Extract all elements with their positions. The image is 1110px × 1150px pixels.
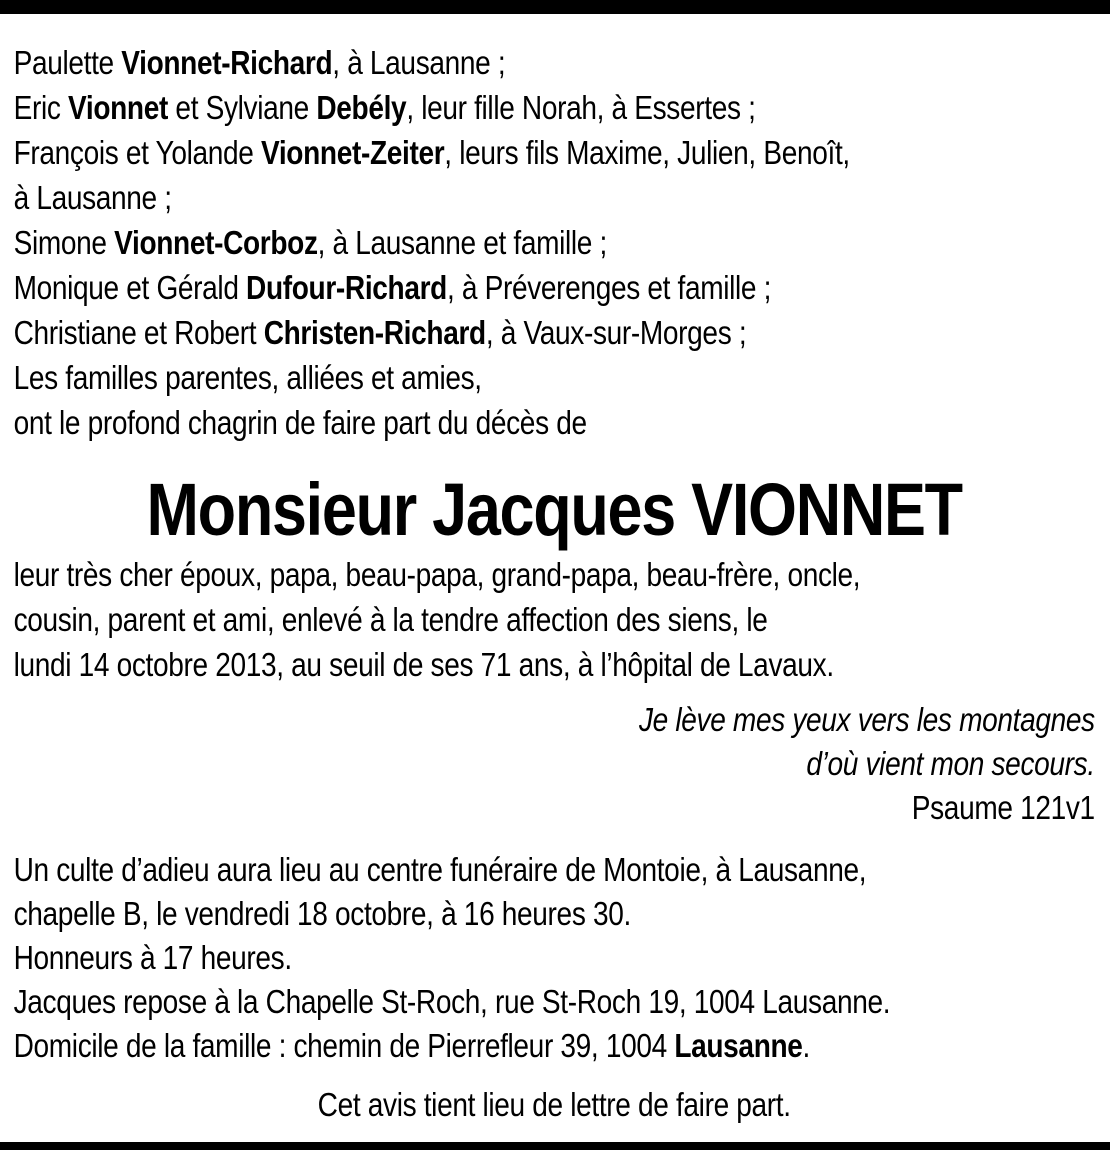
text-segment: Eric [13, 89, 69, 126]
eulogy-line-2: cousin, parent et ami, enlevé à la tendre affection des siens, le [13, 601, 768, 638]
family-name: Dufour-Richard [246, 269, 447, 306]
family-line-8: Les familles parentes, alliées et amies, [13, 359, 482, 396]
ceremony-line-3: Honneurs à 17 heures. [13, 939, 292, 976]
family-city: Lausanne [674, 1027, 803, 1064]
family-line-6 [14, 265, 1095, 310]
ceremony-line-1: Un culte d’adieu aura lieu au centre funéraire de Montoie, à Lausanne, [13, 851, 867, 888]
bottom-border-rule [0, 1142, 1110, 1150]
family-line-4: à Lausanne ; [13, 179, 172, 216]
family-line-5 [14, 220, 1095, 265]
text-segment: et Sylviane [167, 89, 317, 126]
ceremony-details [14, 848, 1095, 1068]
verse-reference: Psaume 121v1 [911, 789, 1095, 826]
family-line-9: ont le profond chagrin de faire part du décès de [13, 404, 587, 441]
deceased-name-title: Monsieur Jacques VIONNET [146, 468, 962, 551]
family-line-2 [14, 85, 1095, 130]
closing-statement: Cet avis tient lieu de lettre de faire part. [317, 1086, 791, 1123]
text-segment: Paulette [13, 44, 122, 81]
text-segment: . [802, 1027, 811, 1064]
family-name: Vionnet-Corboz [114, 224, 318, 261]
text-segment: Simone [13, 224, 115, 261]
death-notice [0, 14, 1110, 1127]
family-list [14, 40, 1095, 445]
text-segment: Domicile de la famille : chemin de Pierrefleur 39, 1004 [13, 1027, 675, 1064]
family-name: Vionnet-Richard [121, 44, 333, 81]
verse-line-1: Je lève mes yeux vers les montagnes [638, 701, 1095, 738]
top-border-rule [0, 0, 1110, 14]
text-segment: Christiane et Robert [13, 314, 264, 351]
ceremony-line-5 [14, 1024, 1095, 1068]
family-name: Christen-Richard [263, 314, 486, 351]
family-line-7 [14, 310, 1095, 355]
family-name: Vionnet [68, 89, 168, 126]
text-segment: Monique et Gérald [13, 269, 247, 306]
scripture-verse [14, 698, 1095, 830]
ceremony-line-4: Jacques repose à la Chapelle St-Roch, rue St-Roch 19, 1004 Lausanne. [13, 983, 891, 1020]
ceremony-line-2: chapelle B, le vendredi 18 octobre, à 16 heures 30. [13, 895, 631, 932]
family-name: Debély [316, 89, 407, 126]
text-segment: François et Yolande [13, 134, 261, 171]
eulogy-line-1: leur très cher époux, papa, beau-papa, grand-papa, beau-frère, oncle, [13, 556, 861, 593]
eulogy-paragraph [14, 552, 1095, 687]
family-name: Vionnet-Zeiter [260, 134, 445, 171]
text-segment: , à Vaux-sur-Morges ; [485, 314, 747, 351]
text-segment: , leur fille Norah, à Essertes ; [406, 89, 756, 126]
verse-line-2: d’où vient mon secours. [806, 745, 1095, 782]
family-line-1 [14, 40, 1095, 85]
text-segment: , à Lausanne et famille ; [317, 224, 607, 261]
family-line-3 [14, 130, 1095, 175]
eulogy-line-3: lundi 14 octobre 2013, au seuil de ses 71 ans, à l’hôpital de Lavaux. [13, 646, 834, 683]
text-segment: , à Préverenges et famille ; [446, 269, 772, 306]
text-segment: , à Lausanne ; [332, 44, 506, 81]
text-segment: , leurs fils Maxime, Julien, Benoît, [444, 134, 850, 171]
